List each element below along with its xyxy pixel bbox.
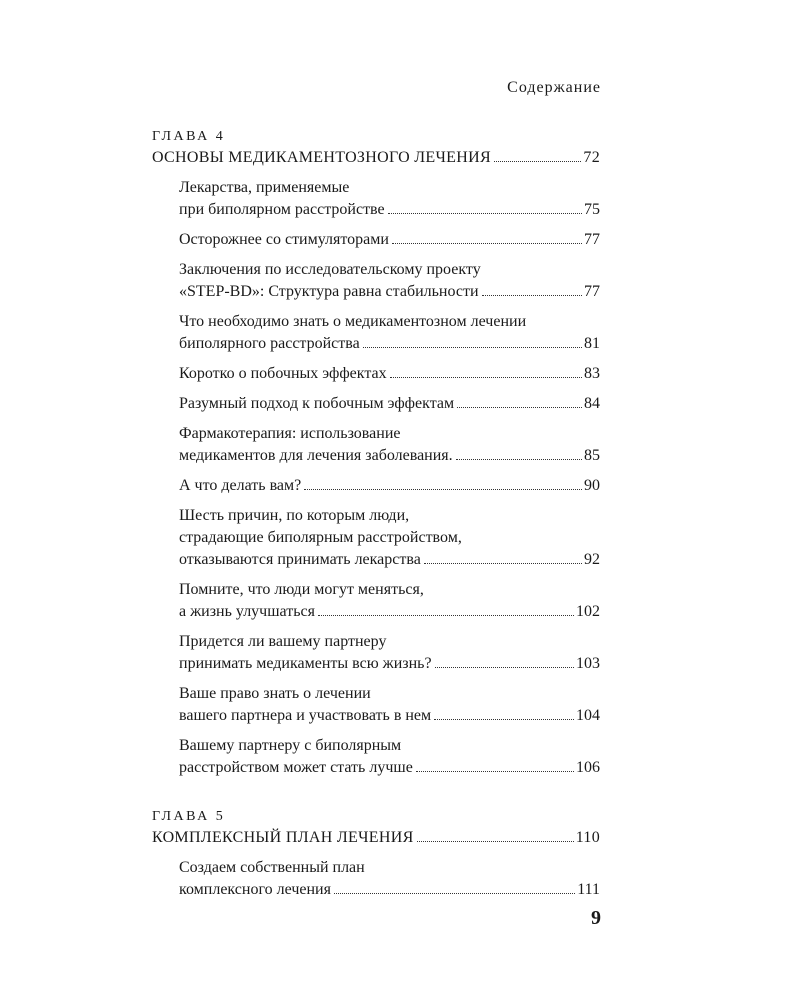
toc-entry[interactable] — [179, 311, 600, 355]
toc-page-number: 106 — [576, 759, 600, 776]
toc-entry-last-line — [179, 199, 600, 221]
chapter-title: ОСНОВЫ МЕДИКАМЕНТОЗНОГО ЛЕЧЕНИЯ — [152, 149, 491, 166]
dot-leader — [392, 243, 582, 244]
toc-entry-text: Осторожнее со стимуляторами — [179, 231, 389, 248]
table-of-contents — [152, 127, 600, 901]
page-number: 9 — [591, 907, 601, 929]
toc-entry[interactable] — [179, 505, 600, 571]
toc-entry-text: Помните, что люди могут меняться, — [179, 581, 424, 598]
toc-entry[interactable] — [179, 363, 600, 385]
dot-leader — [435, 667, 574, 668]
toc-page-number: 102 — [576, 603, 600, 620]
chapter-title-entry[interactable] — [152, 147, 600, 169]
toc-entry[interactable] — [179, 475, 600, 497]
running-head: Содержание — [507, 79, 601, 96]
toc-entry-last-line — [179, 879, 600, 901]
toc-entry-last-line — [179, 445, 600, 467]
toc-entry-text: Вашему партнеру с биполярным — [179, 737, 402, 754]
toc-entry-text: расстройством может стать лучше — [179, 759, 413, 776]
chapter-label: ГЛАВА 4 — [152, 129, 226, 144]
dot-leader — [363, 347, 582, 348]
toc-entry-text: принимать медикаменты всю жизнь? — [179, 655, 432, 672]
dot-leader — [482, 295, 582, 296]
toc-entry[interactable] — [179, 393, 600, 415]
dot-leader — [416, 771, 574, 772]
toc-page-number: 83 — [584, 365, 600, 382]
toc-page-number: 77 — [584, 283, 600, 300]
section-entries — [179, 857, 600, 901]
toc-entry-text: при биполярном расстройстве — [179, 201, 385, 218]
dot-leader — [434, 719, 574, 720]
dot-leader — [304, 489, 582, 490]
toc-entry[interactable] — [179, 857, 600, 901]
dot-leader — [318, 615, 574, 616]
toc-entry[interactable] — [179, 579, 600, 623]
toc-page-number: 111 — [577, 881, 600, 898]
dot-leader — [494, 161, 581, 162]
toc-entry-last-line — [179, 393, 600, 415]
toc-page-number: 104 — [576, 707, 600, 724]
toc-entry[interactable] — [179, 177, 600, 221]
section-entries — [179, 177, 600, 779]
dot-leader — [456, 459, 582, 460]
toc-entry-text: Фармакотерапия: использование — [179, 425, 401, 442]
toc-entry-last-line — [179, 333, 600, 355]
toc-page-number: 103 — [576, 655, 600, 672]
dot-leader — [457, 407, 582, 408]
chapter-section — [152, 127, 600, 779]
toc-entry-text: а жизнь улучшаться — [179, 603, 315, 620]
toc-page-number: 85 — [584, 447, 600, 464]
toc-page-number: 77 — [584, 231, 600, 248]
toc-entry[interactable] — [179, 423, 600, 467]
toc-page-number: 81 — [584, 335, 600, 352]
toc-entry[interactable] — [179, 735, 600, 779]
chapter-title-entry[interactable] — [152, 827, 600, 849]
toc-entry-text: Разумный подход к побочным эффектам — [179, 395, 455, 412]
toc-entry[interactable] — [179, 259, 600, 303]
toc-entry-text: биполярного расстройства — [179, 335, 360, 352]
toc-entry-text: Заключения по исследовательскому проекту — [179, 261, 481, 278]
toc-entry-text: вашего партнера и участвовать в нем — [179, 707, 432, 724]
toc-entry[interactable] — [179, 683, 600, 727]
toc-entry-text: Лекарства, применяемые — [179, 179, 350, 196]
toc-entry-text: Что необходимо знать о медикаментозном лечении — [179, 313, 527, 330]
toc-entry-last-line — [179, 757, 600, 779]
toc-entry-last-line — [179, 705, 600, 727]
toc-page-number: 90 — [584, 477, 600, 494]
toc-entry-last-line — [179, 475, 600, 497]
chapter-label: ГЛАВА 5 — [152, 809, 226, 824]
toc-page-number: 84 — [584, 395, 600, 412]
toc-entry-text: медикаментов для лечения заболевания. — [179, 447, 453, 464]
dot-leader — [388, 213, 582, 214]
toc-entry-last-line — [179, 229, 600, 251]
toc-entry-text: Шесть причин, по которым люди, — [179, 507, 410, 524]
chapter-section — [152, 807, 600, 901]
toc-entry[interactable] — [179, 229, 600, 251]
toc-entry-text: комплексного лечения — [179, 881, 331, 898]
toc-entry-text: «STEP-BD»: Структура равна стабильности — [179, 283, 479, 300]
dot-leader — [390, 377, 582, 378]
toc-entry-text: Придется ли вашему партнеру — [179, 633, 387, 650]
toc-entry-last-line — [179, 601, 600, 623]
toc-entry-last-line — [179, 549, 600, 571]
toc-entry-last-line — [179, 653, 600, 675]
toc-entry-text: страдающие биполярным расстройством, — [179, 529, 462, 546]
toc-entry-text: отказываются принимать лекарства — [179, 551, 421, 568]
dot-leader — [417, 841, 574, 842]
toc-entry-text: Ваше право знать о лечении — [179, 685, 371, 702]
chapter-title: КОМПЛЕКСНЫЙ ПЛАН ЛЕЧЕНИЯ — [152, 829, 414, 846]
dot-leader — [334, 893, 575, 894]
toc-entry[interactable] — [179, 631, 600, 675]
toc-entry-text: А что делать вам? — [179, 477, 302, 494]
toc-page-number: 75 — [584, 201, 600, 218]
dot-leader — [424, 563, 582, 564]
toc-entry-last-line — [179, 281, 600, 303]
chapter-page-number: 110 — [575, 829, 600, 846]
toc-entry-text: Коротко о побочных эффектах — [179, 365, 387, 382]
toc-page-number: 92 — [584, 551, 600, 568]
chapter-page-number: 72 — [583, 149, 600, 166]
toc-entry-last-line — [179, 363, 600, 385]
toc-entry-text: Создаем собственный план — [179, 859, 365, 876]
